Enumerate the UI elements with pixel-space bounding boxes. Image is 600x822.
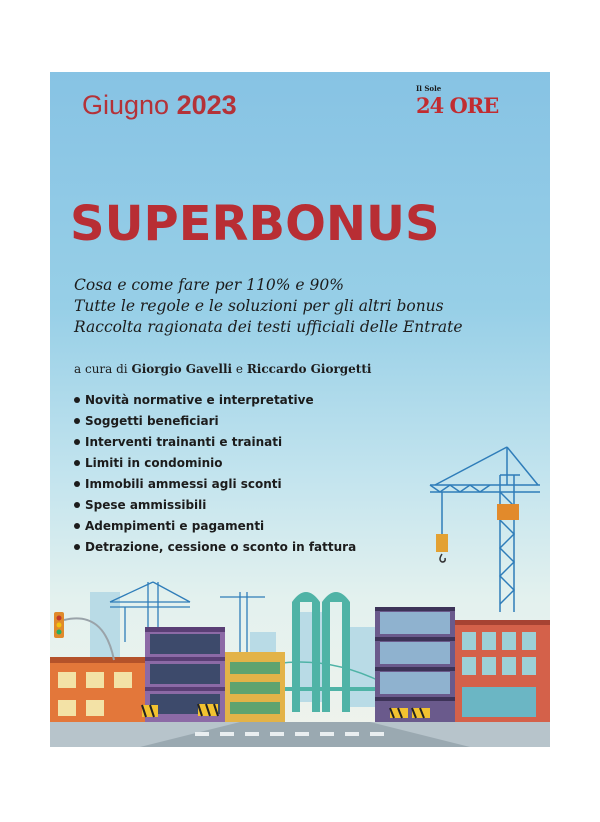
publisher-logo: [416, 84, 499, 122]
list-item: Detrazione, cessione o sconto in fattura: [74, 537, 356, 558]
topics-list: [74, 390, 356, 558]
issue-date: [82, 90, 237, 121]
building-red-brick-right: [455, 620, 550, 735]
authors-prefix: a cura di: [74, 362, 128, 376]
list-item: Immobili ammessi agli sconti: [74, 474, 356, 495]
list-item: Novità normative e interpretative: [74, 390, 356, 411]
list-item: Limiti in condominio: [74, 453, 356, 474]
subtitle-line: Raccolta ragionata dei testi ufficiali delle Entrate: [74, 318, 463, 336]
bullet-icon: [74, 460, 80, 466]
list-item: Soggetti beneficiari: [74, 411, 356, 432]
subtitles: [74, 275, 463, 338]
author-name: Giorgio Gavelli: [131, 362, 233, 376]
bullet-icon: [74, 523, 80, 529]
main-title: SUPERBONUS: [70, 196, 440, 252]
publisher-logo-big: 24 ORE: [416, 93, 499, 118]
tower-crane-right: [430, 447, 540, 612]
issue-year: 2023: [176, 90, 237, 120]
bullet-icon: [74, 397, 80, 403]
crane-cab: [497, 504, 519, 520]
bullet-icon: [74, 418, 80, 424]
authors-connector: e: [235, 362, 243, 376]
authors-line: [74, 362, 371, 376]
crane-hook-block: [436, 534, 448, 552]
publisher-logo-small: Il Sole: [416, 84, 442, 93]
book-cover: [50, 72, 550, 747]
street: [50, 722, 550, 747]
bullet-icon: [74, 502, 80, 508]
list-item: Spese ammissibili: [74, 495, 356, 516]
bullet-icon: [74, 481, 80, 487]
issue-month: Giugno: [82, 90, 170, 120]
building-green: [225, 652, 285, 727]
bullet-icon: [74, 544, 80, 550]
subtitle-line: Tutte le regole e le soluzioni per gli altri bonus: [74, 297, 444, 315]
bullet-icon: [74, 439, 80, 445]
author-name: Riccardo Giorgetti: [246, 362, 372, 376]
list-item: Adempimenti e pagamenti: [74, 516, 356, 537]
subtitle-line: Cosa e come fare per 110% e 90%: [74, 276, 344, 294]
list-item: Interventi trainanti e trainati: [74, 432, 356, 453]
